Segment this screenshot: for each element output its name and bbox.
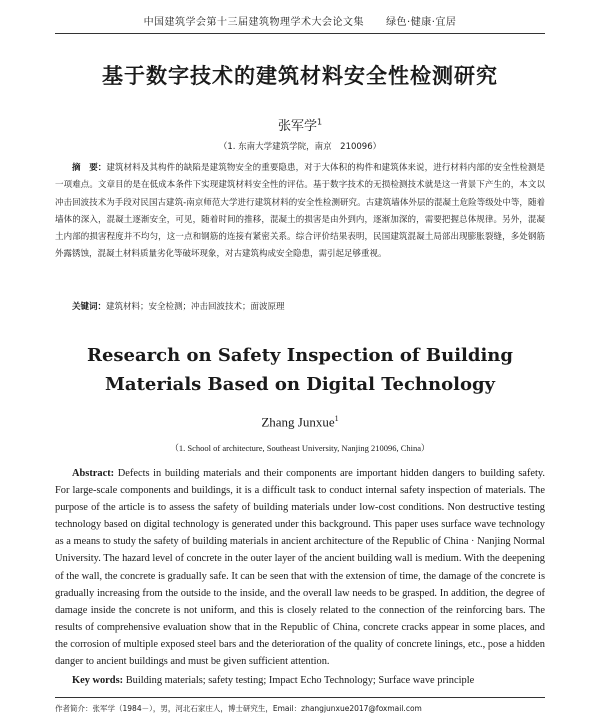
english-title-line-2: Materials Based on Digital Technology bbox=[104, 374, 495, 395]
chinese-author-sup: 1 bbox=[316, 117, 323, 127]
chinese-keywords-label: 关键词： bbox=[72, 302, 107, 312]
header-proceedings: 中国建筑学会第十三届建筑物理学术大会论文集 bbox=[143, 17, 365, 28]
chinese-author-name: 张军学 bbox=[277, 119, 317, 134]
running-header bbox=[55, 13, 545, 28]
chinese-affiliation: （1. 东南大学建筑学院，南京 210096） bbox=[218, 142, 382, 152]
chinese-keywords bbox=[55, 300, 545, 312]
chinese-title: 基于数字技术的建筑材料安全性检测研究 bbox=[102, 64, 498, 88]
footnote-rule bbox=[55, 697, 545, 698]
chinese-author bbox=[0, 115, 600, 134]
english-author bbox=[0, 414, 600, 430]
english-author-sup: 1 bbox=[334, 414, 339, 423]
chinese-abstract-label: 摘 要： bbox=[72, 163, 107, 173]
english-keywords-label: Key words: bbox=[72, 675, 124, 686]
english-affiliation: （1. School of architecture, Southeast University, Nanjing 210096, China） bbox=[170, 443, 430, 453]
english-title-line-1: Research on Safety Inspection of Building bbox=[87, 345, 513, 366]
english-author-name: Zhang Junxue bbox=[261, 414, 335, 430]
english-abstract bbox=[55, 465, 545, 670]
english-title bbox=[40, 341, 560, 399]
author-footnote: 作者简介：张军学（1984－），男，河北石家庄人，博士研究生，Email：zhangjunxue2017@foxmail.com bbox=[55, 704, 422, 713]
english-keywords-text: Building materials; safety testing; Impact Echo Technology; Surface wave principle bbox=[123, 675, 475, 686]
header-theme: 绿色·健康·宜居 bbox=[386, 17, 457, 28]
header-rule bbox=[55, 33, 545, 34]
english-abstract-text: Defects in building materials and their components are important hidden dangers to building safety. For large-scale components and buildings, it is a difficult task to conduct internal safety inspection of materials. The purpose of the article is to assess the safety of building materials under low-cost conditions. Non destructive testing technology based on digital technology is generated under this background. This paper uses surface wave technology as a means to study the safety of building materials in ancient architecture of the Republic of China · Nanjing Normal University. The hazard level of concrete in the outer layer of the ancient building wall is medium. With the deepening of the wall, the concrete is gradually safe. It can be seen that with the extension of time, the damage of the concrete is gradually increasing from the outside to the inside, and the overall law needs to be grasped. In addition, the degree of damage inside the concrete is not uniform, and this is closely related to the connection of the reinforcing bars. The results of comprehensive evaluation show that in the Republic of China, concrete cracks appear in some places, and the corrosion of multiple exposed steel bars and the deterioration of the quality of concrete linings, etc., pose a hidden danger to ancient buildings and must be given sufficient attention. bbox=[55, 468, 545, 668]
english-keywords bbox=[55, 675, 545, 686]
chinese-keywords-text: 建筑材料；安全检测；冲击回波技术；面波原理 bbox=[106, 302, 285, 312]
english-abstract-label: Abstract: bbox=[72, 468, 115, 479]
chinese-abstract-text: 建筑材料及其构件的缺陷是建筑物安全的重要隐患，对于大体积的构件和建筑体来说，进行材料内部的安全性检测是一项难点。文章目的是在低成本条件下实现建筑材料安全性的评估。基于数字技术的无损检测技术就是这一背景下产生的，本文以冲击回波技术为手段对民国古建筑-南京师范大学进行建筑材料的安全性检测研究。古建筑墙体外层的混凝土危险等级处中等，随着墙体的深入，混凝土逐渐安全，可见，随着时间的推移，混凝土的损害是由外到内，逐渐加深的，需要把握总体规律。另外，混凝土内部的损害程度并不均匀，这一点和钢筋的连接有紧密关系。综合评价结果表明，民国建筑混凝土局部出现膨胀裂缝，多处钢筋外露锈蚀，混凝土材料质量劣化等破坏现象，对古建筑构成安全隐患，需引起足够重视。 bbox=[55, 163, 545, 260]
chinese-abstract bbox=[55, 160, 545, 264]
